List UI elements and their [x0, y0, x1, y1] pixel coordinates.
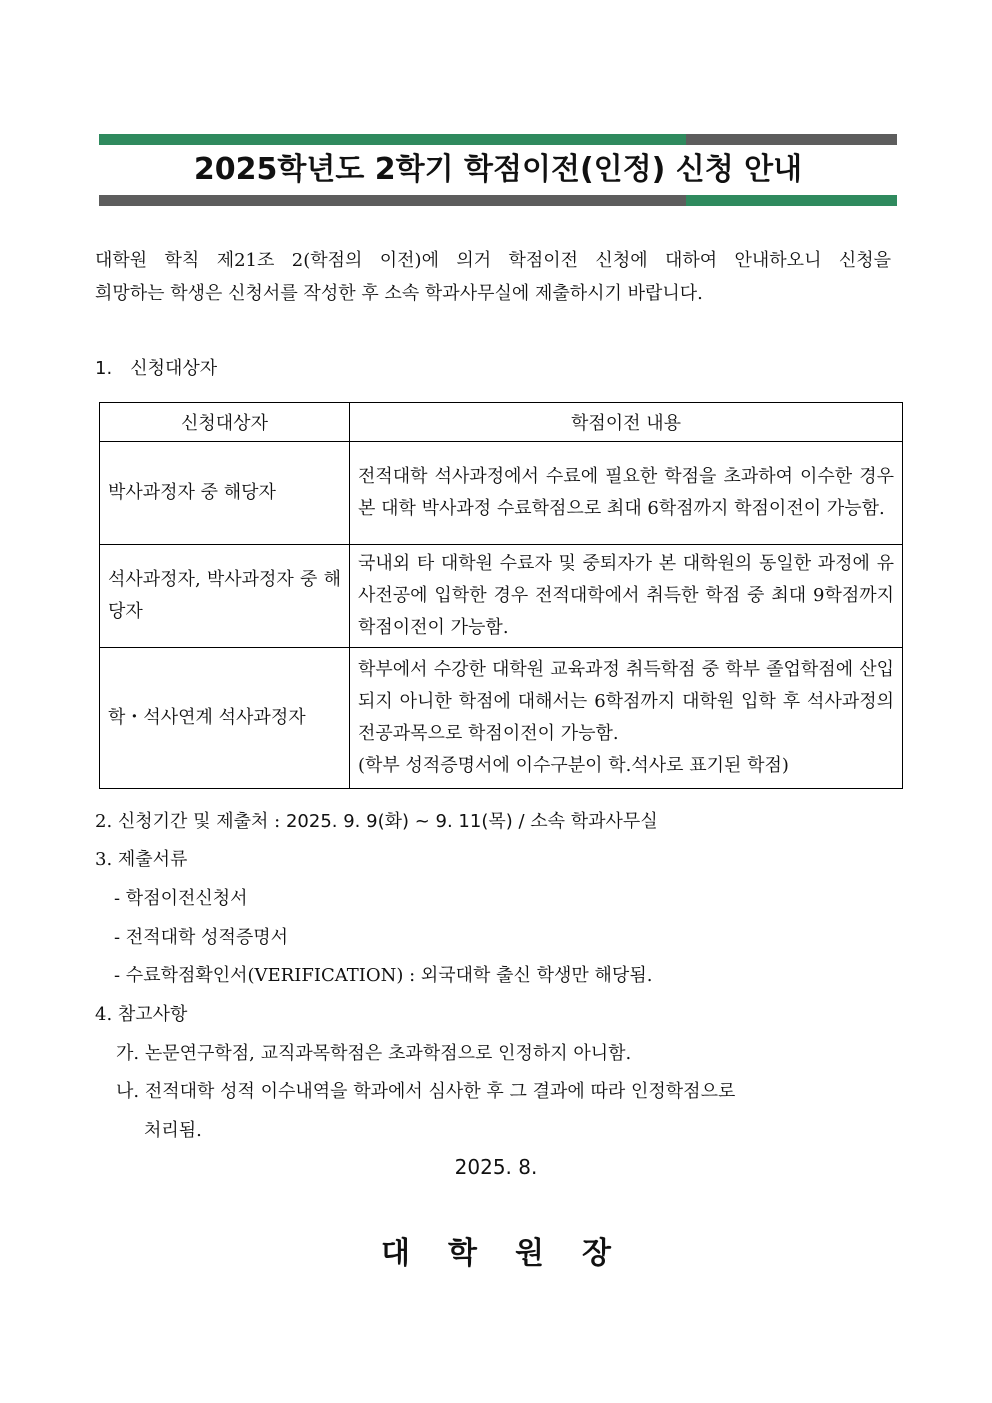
table-header-content: 학점이전 내용 [350, 403, 903, 442]
section-1-number: 1. [95, 358, 113, 379]
table-row [100, 648, 903, 789]
section-2-value: 2025. 9. 9(화) ~ 9. 11(목) / 소속 학과사무실 [285, 811, 658, 832]
section-2 [95, 807, 658, 837]
intro-line-2: 희망하는 학생은 신청서를 작성한 후 소속 학과사무실에 제출하시기 바랍니다. [95, 283, 703, 304]
table-cell-content: 국내외 타 대학원 수료자 및 중퇴자가 본 대학원의 동일한 과정에 유사전공에 입학한 경우 전적대학에서 취득한 학점 중 최대 9학점까지 학점이전이 가능함. [350, 545, 903, 648]
section-3-item: - 수료학점확인서(VERIFICATION) : 외국대학 출신 학생만 해당됨. [114, 965, 653, 986]
document-date: 2025. 8. [454, 1155, 538, 1179]
title-bar-bottom-gray [99, 195, 686, 206]
signature-dean: 대학원장 [381, 1236, 649, 1271]
section-1-title: 신청대상자 [130, 358, 218, 379]
section-4-item: 나. 전적대학 성적 이수내역을 학과에서 심사한 후 그 결과에 따라 인정학점으로 [116, 1081, 736, 1102]
table-cell-note: (학부 성적증명서에 이수구분이 학.석사로 표기된 학점) [358, 755, 789, 776]
document-title: 2025학년도 2학기 학점이전(인정) 신청 안내 [193, 152, 803, 187]
section-4-item: 가. 논문연구학점, 교직과목학점은 초과학점으로 인정하지 아니함. [116, 1043, 632, 1064]
title-bar-bottom-green [686, 195, 897, 206]
section-3-heading: 3. 제출서류 [95, 849, 188, 870]
table-cell-target: 학・석사연계 석사과정자 [100, 648, 350, 789]
table-cell-target: 박사과정자 중 해당자 [100, 442, 350, 545]
title-bar-top-green [99, 134, 686, 145]
table-cell-content-text: 학부에서 수강한 대학원 교육과정 취득학점 중 학부 졸업학점에 산입되지 아니한 학점에 대해서는 6학점까지 대학원 입학 후 석사과정의 전공과목으로 학점이전이 가능함. [358, 659, 894, 744]
intro-line-1: 대학원 학칙 제21조 2(학점의 이전)에 의거 학점이전 신청에 대하여 안내하오니 신청을 [95, 250, 891, 271]
eligibility-table [99, 402, 903, 789]
section-2-label: 2. 신청기간 및 제출처 : [95, 811, 281, 832]
section-3-item: - 전적대학 성적증명서 [114, 927, 289, 948]
table-cell-target: 석사과정자, 박사과정자 중 해당자 [100, 545, 350, 648]
table-cell-content [350, 648, 903, 789]
section-1-heading [95, 354, 217, 384]
section-3-item: - 학점이전신청서 [114, 888, 248, 909]
intro-paragraph [95, 244, 891, 310]
table-header-target: 신청대상자 [100, 403, 350, 442]
table-cell-content: 전적대학 석사과정에서 수료에 필요한 학점을 초과하여 이수한 경우 본 대학 박사과정 수료학점으로 최대 6학점까지 학점이전이 가능함. [350, 442, 903, 545]
title-bar-top-gray [686, 134, 897, 145]
table-row [100, 442, 903, 545]
table-header-row [100, 403, 903, 442]
table-row [100, 545, 903, 648]
section-4-heading: 4. 참고사항 [95, 1004, 188, 1025]
section-4-item-continuation: 처리됨. [144, 1120, 202, 1141]
